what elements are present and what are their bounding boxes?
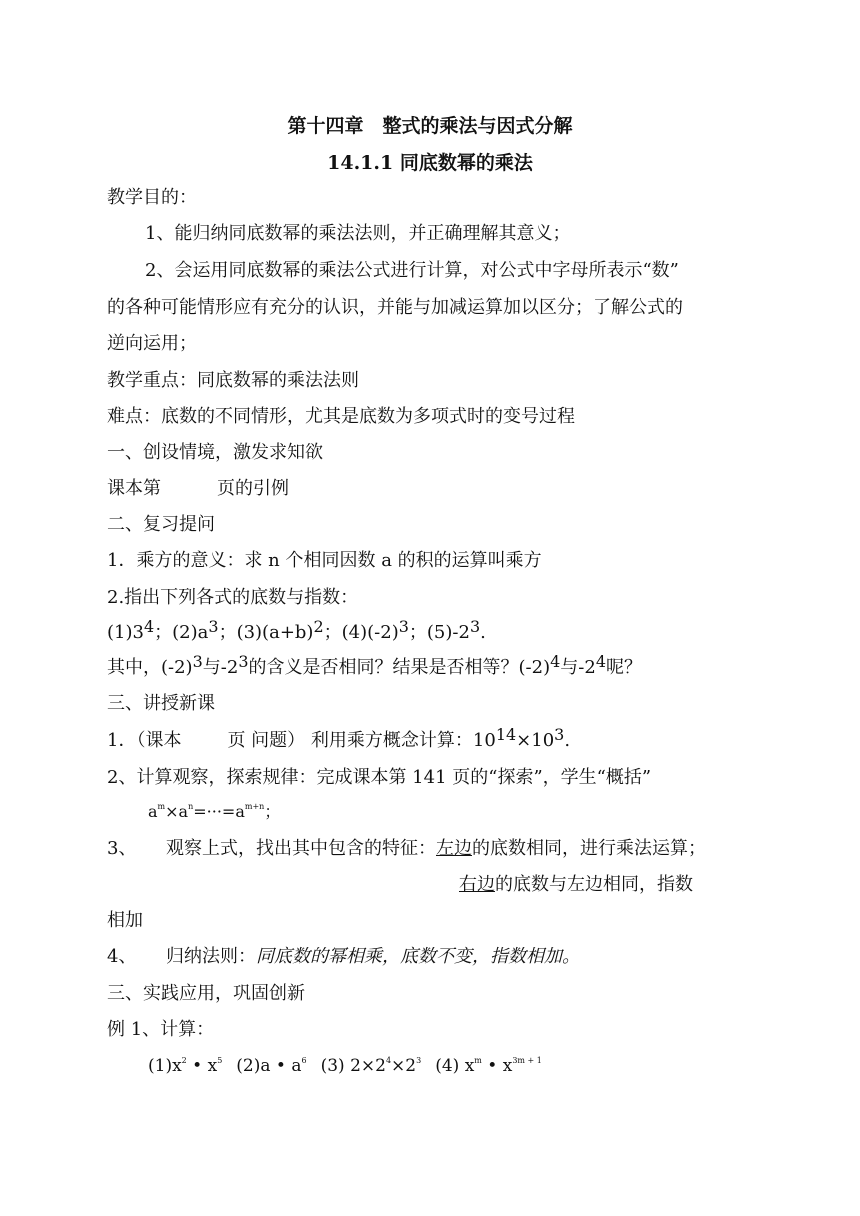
power-list [107, 617, 486, 645]
item-5: (5)-2 [426, 622, 470, 643]
item-3-exp: 2 [313, 617, 324, 636]
key-point: 教学重点：同底数幂的乘法法则 [107, 370, 359, 391]
new-lesson-4-number: 4、 [107, 946, 137, 967]
part-3-heading: 三、讲授新课 [107, 693, 215, 714]
sep: ； [218, 622, 237, 643]
nl1-text-d: . [564, 730, 571, 751]
nl1-text-a: 1．（课本 [107, 730, 182, 751]
f-exp-m: m [157, 802, 166, 811]
new-lesson-3 [166, 837, 706, 861]
textbook-reference-line [107, 477, 289, 501]
f-a: a [148, 802, 158, 821]
item-4: (4)(-2) [341, 622, 399, 643]
item-3: (3)(a+b) [236, 622, 314, 643]
item-2-exp: 3 [208, 617, 219, 636]
ex-4a: (4) x [435, 1056, 475, 1076]
item-1-exp: 4 [143, 617, 155, 636]
new-lesson-2: 2、计算观察，探索规律：完成课本第 141 页的“探索”，学生“概括” [107, 767, 652, 788]
item-5-exp: 3 [469, 617, 481, 636]
part-1-heading: 一、创设情境，激发求知欲 [107, 442, 323, 463]
comparison-question [107, 652, 643, 680]
nl4-text-a: 归纳法则： [166, 946, 256, 967]
cmp-exp-1: 3 [192, 652, 203, 671]
new-lesson-4 [166, 945, 580, 969]
item-4-exp: 3 [398, 617, 409, 636]
ex-4-exp-b: 3m + 1 [512, 1056, 542, 1065]
exponent-formula [148, 800, 280, 824]
sep: ； [154, 622, 173, 643]
f-d: ； [264, 802, 281, 821]
f-exp-mn: m+n [244, 802, 265, 811]
review-question-1: 1．乘方的意义：求 n 个相同因数 a 的积的运算叫乘方 [107, 550, 542, 571]
cmp-exp-4: 4 [595, 652, 607, 671]
new-lesson-3-number: 3、 [107, 838, 137, 859]
ex-3-exp-a: 4 [385, 1056, 392, 1065]
part-2-heading: 二、复习提问 [107, 514, 215, 535]
new-lesson-1 [107, 725, 571, 753]
example-1-heading: 例 1、计算： [107, 1019, 215, 1040]
textbook-ref-suffix: 页的引例 [217, 478, 289, 499]
new-lesson-3-line-2 [459, 873, 693, 897]
new-lesson-3-line-3: 相加 [107, 910, 143, 931]
nl3-text-c: 的底数与左边相同，指数 [495, 874, 693, 895]
ex-1b: • x [186, 1056, 218, 1076]
f-b: ×a [165, 802, 189, 821]
ex-3b: ×2 [391, 1056, 417, 1076]
nl1-exp-1: 14 [495, 725, 517, 744]
sep: ； [323, 622, 342, 643]
item-1: (1)3 [107, 622, 144, 643]
ex-1-exp-b: 5 [217, 1056, 223, 1065]
ex-4-exp-a: m [474, 1056, 482, 1065]
ex-2a: (2)a • a [236, 1056, 302, 1076]
objective-2-line-3: 逆向运用； [107, 333, 197, 354]
cmp-text-c: 的含义是否相同？结果是否相等？(-2) [248, 657, 551, 678]
textbook-ref-prefix: 课本第 [107, 478, 161, 499]
nl1-exp-2: 3 [554, 725, 565, 744]
period: . [480, 622, 486, 643]
f-c: =···=a [193, 802, 245, 821]
nl3-text-b: 的底数相同，进行乘法运算； [472, 838, 706, 859]
ex-1-exp-a: 2 [181, 1056, 187, 1065]
example-1-exercises [148, 1054, 542, 1078]
part-4-heading: 三、实践应用，巩固创新 [107, 983, 305, 1004]
ex-4b: • x [481, 1056, 513, 1076]
ex-3a: (3) 2×2 [320, 1056, 386, 1076]
ex-1a: (1)x [148, 1056, 182, 1076]
cmp-text-a: 其中，(-2) [107, 657, 193, 678]
nl1-text-b: 页 问题） 利用乘方概念计算：10 [227, 730, 496, 751]
objective-2-line-1: 2、会运用同底数幂的乘法公式进行计算，对公式中字母所表示“数” [145, 260, 679, 281]
cmp-text-f: 呢？ [606, 657, 643, 678]
difficulty: 难点：底数的不同情形，尤其是底数为多项式时的变号过程 [107, 406, 575, 427]
item-2: (2)a [172, 622, 209, 643]
cmp-text-b: 与-2 [202, 657, 239, 678]
nl1-text-c: ×10 [516, 730, 555, 751]
section-title: 14.1.1 同底数幂的乘法 [327, 152, 533, 174]
ex-2-exp: 6 [301, 1056, 307, 1065]
objectives-heading: 教学目的： [107, 187, 197, 208]
sep: ； [408, 622, 427, 643]
objective-2-line-2: 的各种可能情形应有充分的认识，并能与加减运算加以区分；了解公式的 [107, 297, 683, 318]
cmp-text-d: 与-2 [560, 657, 596, 678]
cmp-exp-2: 3 [238, 652, 249, 671]
cmp-exp-3: 4 [550, 652, 561, 671]
multiplication-rule: 同底数的幂相乘，底数不变，指数相加。 [256, 946, 580, 967]
f-exp-n: n [188, 802, 194, 811]
right-side-underlined: 右边 [459, 874, 495, 895]
ex-3-exp-b: 3 [416, 1056, 422, 1065]
left-side-underlined: 左边 [436, 838, 472, 859]
chapter-title: 第十四章 整式的乘法与因式分解 [287, 115, 573, 137]
review-question-2: 2.指出下列各式的底数与指数： [107, 587, 359, 608]
nl3-text-a: 观察上式，找出其中包含的特征： [166, 838, 436, 859]
objective-1: 1、能归纳同底数幂的乘法法则，并正确理解其意义； [145, 223, 571, 244]
